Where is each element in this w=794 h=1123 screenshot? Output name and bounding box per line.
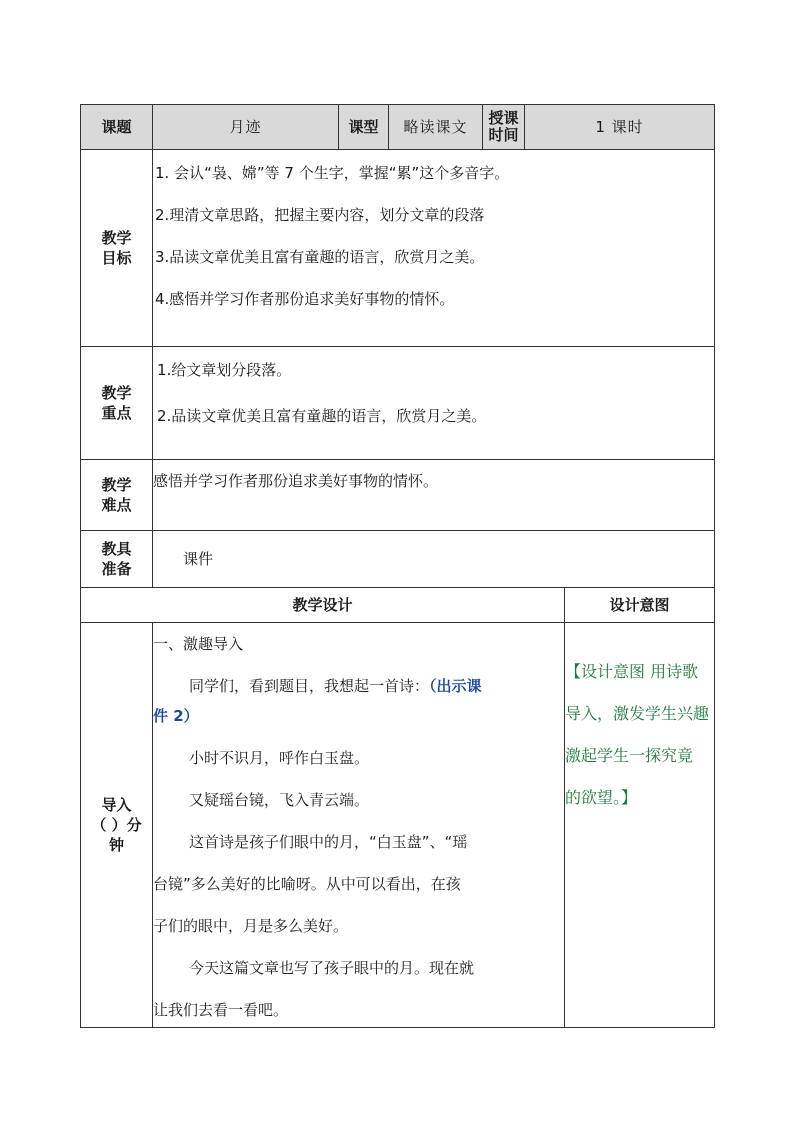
keypoints-label: 教学 重点 xyxy=(81,347,153,460)
difficulties-label: 教学 难点 xyxy=(81,460,153,531)
poem-line-2: 又疑瑶台镜，飞入青云端。 xyxy=(189,791,370,809)
keypoint-item: 2.品读文章优美且富有童趣的语言，欣赏月之美。 xyxy=(157,407,487,425)
design-header-left: 教学设计 xyxy=(81,588,565,623)
intro-paragraph-3-line-1: 今天这篇文章也写了孩子眼中的月。现在就 xyxy=(189,959,475,977)
intent-line: 【设计意图 用诗歌 xyxy=(565,662,699,681)
header-row xyxy=(81,105,715,150)
keypoints-row xyxy=(81,347,715,460)
tools-text: 课件 xyxy=(183,550,214,568)
design-header-right: 设计意图 xyxy=(565,588,715,623)
poem-line-1: 小时不识月，呼作白玉盘。 xyxy=(189,749,370,767)
intro-paragraph-3-line-2: 让我们去看一看吧。 xyxy=(153,1001,289,1019)
difficulties-content xyxy=(153,460,715,531)
difficulties-text: 感悟并学习作者那份追求美好事物的情怀。 xyxy=(153,472,439,490)
objectives-label: 教学 目标 xyxy=(81,150,153,347)
topic-value: 月迹 xyxy=(153,105,339,150)
show-slide-ref: （出示课 xyxy=(429,677,482,695)
intent-line: 的欲望。】 xyxy=(565,788,638,807)
time-label-line-1: 授课 xyxy=(488,109,519,127)
time-value: 1 课时 xyxy=(525,105,715,150)
intro-paragraph-1-cont: 件 2） xyxy=(153,707,199,725)
intro-lesson-content xyxy=(153,623,565,1028)
objective-item: 4.感悟并学习作者那份追求美好事物的情怀。 xyxy=(155,290,455,308)
topic-label: 课题 xyxy=(81,105,153,150)
intent-line: 激起学生一探究竟 xyxy=(565,746,694,765)
intro-design-intent xyxy=(565,623,715,1028)
tools-row xyxy=(81,531,715,588)
objective-item: 3.品读文章优美且富有童趣的语言，欣赏月之美。 xyxy=(155,248,485,266)
objectives-content xyxy=(153,150,715,347)
objective-item: 2.理清文章思路，把握主要内容，划分文章的段落 xyxy=(155,206,485,224)
lesson-plan-table xyxy=(80,104,715,1028)
tools-content xyxy=(153,531,715,588)
type-value: 略读课文 xyxy=(389,105,483,150)
intro-paragraph-1: 同学们，看到题目，我想起一首诗：（出示课 xyxy=(189,677,482,695)
keypoints-content xyxy=(153,347,715,460)
objectives-row xyxy=(81,150,715,347)
intro-paragraph-2-line-2: 台镜”多么美好的比喻呀。从中可以看出，在孩 xyxy=(153,875,461,893)
type-label: 课型 xyxy=(339,105,389,150)
intro-paragraph-2-line-3: 子们的眼中，月是多么美好。 xyxy=(153,917,349,935)
intro-label: 导入 （ ）分 钟 xyxy=(81,623,153,1028)
keypoint-item: 1.给文章划分段落。 xyxy=(157,361,292,379)
tools-label: 教具 准备 xyxy=(81,531,153,588)
objective-item: 1. 会认“袅、嫦”等 7 个生字，掌握“累”这个多音字。 xyxy=(155,164,510,182)
time-label-line-2: 时间 xyxy=(488,126,519,144)
intro-section-title: 一、激趣导入 xyxy=(153,635,244,653)
intro-paragraph-2-line-1: 这首诗是孩子们眼中的月，“白玉盘”、“瑶 xyxy=(189,833,468,851)
intro-row xyxy=(81,623,715,1028)
intent-line: 导入，激发学生兴趣 xyxy=(565,704,710,723)
design-header-row xyxy=(81,588,715,623)
time-label xyxy=(483,105,525,150)
difficulties-row xyxy=(81,460,715,531)
